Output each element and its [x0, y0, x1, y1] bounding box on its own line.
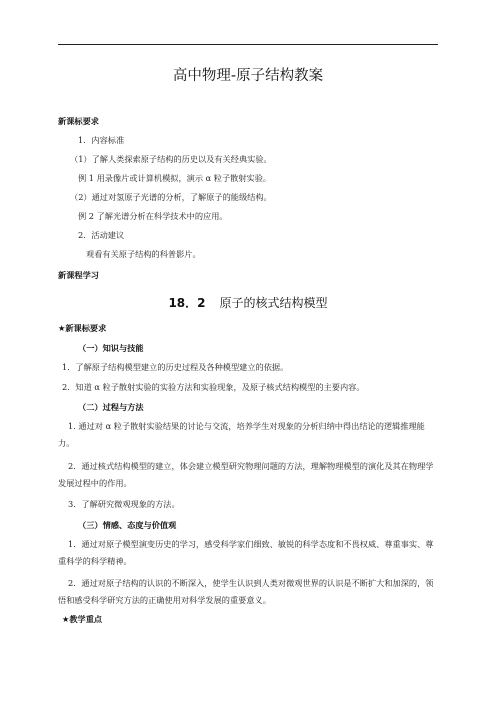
- standard-line: 2．活动建议: [78, 230, 125, 240]
- knowledge-line: 1．了解原子结构模型建立的历史过程及各种模型建立的依据。: [62, 362, 289, 372]
- standard-line: （2）通过对氢原子光谱的分析，了解原子的能级结构。: [70, 192, 272, 202]
- heading-star-key-points: ★教学重点: [62, 614, 103, 624]
- heading-standards: 新课标要求: [58, 116, 99, 126]
- lesson-title: [0, 294, 496, 311]
- heading-star-requirements: ★新课标要求: [58, 323, 107, 333]
- header-rule: [58, 44, 438, 45]
- heading-knowledge: （一）知识与技能: [78, 343, 144, 353]
- standard-line: （1）了解人类探索原子结构的历史以及有关经典实验。: [70, 154, 272, 164]
- knowledge-line: 2．知道 α 粒子散射实验的实验方法和实验现象，及原子核式结构模型的主要内容。: [62, 382, 365, 392]
- standard-line: 例 2 了解光谱分析在科学技术中的应用。: [78, 211, 228, 221]
- document-title: 高中物理-原子结构教案: [172, 68, 324, 84]
- standard-line: 观看有关原子结构的科普影片。: [86, 249, 201, 259]
- standard-line: 例 1 用录像片或计算机模拟，演示 α 粒子散射实验。: [78, 173, 272, 183]
- process-item: 3．了解研究微观现象的方法。: [68, 499, 180, 509]
- heading-new-course: 新课程学习: [58, 270, 99, 280]
- standard-line: 1．内容标准: [78, 135, 125, 145]
- lesson-number: 18．2: [168, 296, 206, 310]
- attitude-item: 1．通过对原子模型演变历史的学习，感受科学家们细致、敏锐的科学态度和不畏权威、尊重事实、尊重科学的科学精神。: [58, 539, 434, 566]
- attitude-item: 2．通过对原子结构的认识的不断深入，使学生认识到人类对微观世界的认识是不断扩大和加深的，领悟和感受科学研究方法的正确使用对科学发展的重要意义。: [58, 578, 434, 605]
- lesson-name: 原子的核式结构模型: [219, 296, 328, 310]
- heading-process: （二）过程与方法: [78, 402, 144, 412]
- process-item: 1. 通过对 α 粒子散射实验结果的讨论与交流，培养学生对现象的分析归纳中得出结论的逻辑推理能力。: [58, 421, 425, 448]
- heading-attitude: （三）情感、态度与价值观: [78, 520, 177, 530]
- process-item: 2．通过核式结构模型的建立，体会建立模型研究物理问题的方法，理解物理模型的演化及其在物理学发展过程中的作用。: [58, 461, 434, 488]
